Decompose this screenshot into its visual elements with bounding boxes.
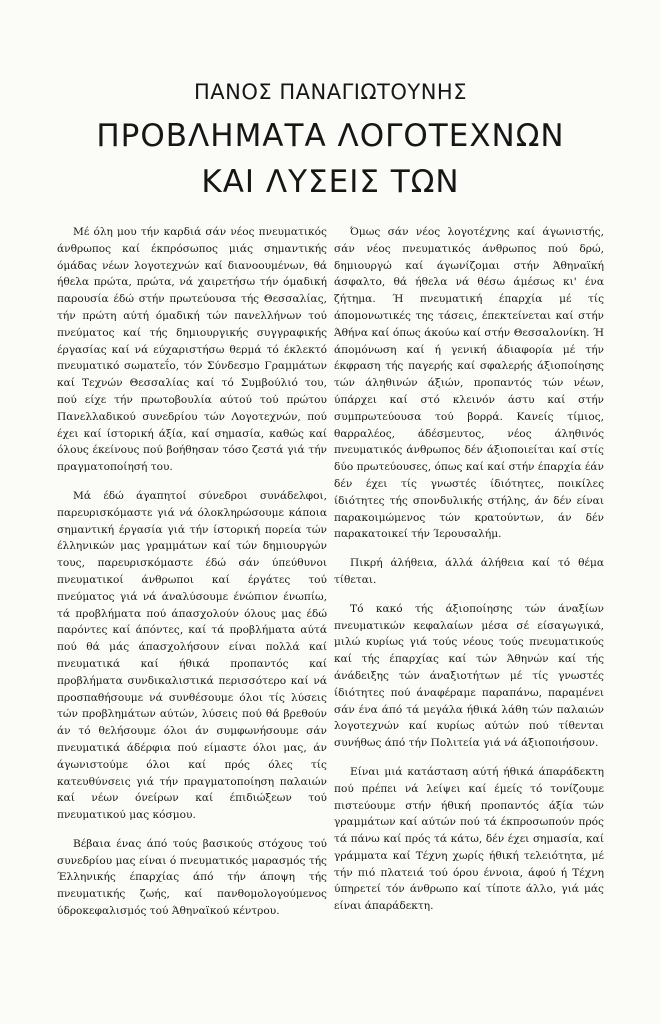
paragraph: Όμως σάν νέος λογοτέχνης καί άγωνιστής, σάν νέος πνευματικός άνθρωπος πού δρώ, δημιουργώ καί άγωνίζομαι στήν Άθηναϊκή άσφαλτο, θά ήθελα νά θέσω άμέσως κι' ένα ζήτημα. Ή πνευματική έπαρχία μέ τίς άπομονωτικές της τάσεις, έπεκτείνεται καί στήν Άθήνα καί όπως άκούω καί στήν Θεσσαλονίκη. Ή άπομόνωση καί ή γενική άδιαφορία μέ τήν έκφραση τής παγερής καί σφαλερής άξιοποίησης τών άληθινών άξιών, προπαντός τών νέων, ύπάρχει καί στό κλεινόν άστυ καί στήν συμπρωτεύουσα τού βορρά. Κανείς τίμιος, θαρραλέος, άδέσμευτος, νέος άληθινός πνευματικός άνθρωπος δέν άξιοποιείται καί στίς δύο πρωτεύουσες, όπως καί καί στήν έπαρχία έάν δέν έχει τίς γνωστές ίδιότητες, ποικίλες ίδιότητες τής σπονδυλικής στήλης, άν δέν είναι παρακοιμώμενος τών κρατούντων, άν δέν παρακατοικεί τήν Ίερουσαλήμ. [334,226,604,541]
paragraph: Βέβαια ένας άπό τούς βασικούς στόχους τού συνεδρίου μας είναι ό πνευματικός μαρασμός τής Έλληνικής έπαρχίας άπό τήν άποψη τής πνευματικής ζωής, καί πανθομολογούμενος ύδροκεφαλισμός τού Άθηναϊκού κέντρου. [57,837,327,918]
paragraph: Μά έδώ άγαπητοί σύνεδροι συνάδελφοι, παρευρισκόμαστε γιά νά όλοκληρώσουμε κάποια σημαντική έργασία γιά τήν ίστορική πορεία τών έλληνικών μας γραμμάτων καί τών δημιουργών τους, παρευρισκόμαστε έδώ σάν ύπεύθυνοι πνευματικοί άνθρωποι καί έργάτες τού πνεύματος γιά νά άναλύσουμε ένώπιον ένωπίω, τά προβλήματα πού άπασχολούν όλους μας έδώ παρόντες καί άπόντες, καί τά προβλήματα αύτά πού θά μάς άπασχολήσουν είναι πολλά καί πνευματικά καί ήθικά προπαντός καί προβλήματα συνδικαλιστικά περισσότερο καί νά προσπαθήσουμε νά συνθέσουμε όλοι τίς λύσεις τών προβλημάτων αύτών, λύσεις πού θά βρεθούν άν τό θελήσουμε όλοι άν συμφωνήσουμε σάν πνευματικά άδέρφια πού είμαστε όλοι μας, άν άγωνιστούμε όλοι καί πρός όλες τίς κατευθύνσεις γιά τήν πραγματοποίηση παλαιών καί νέων όνείρων καί έπιδιώξεων τού πνευματικού μας κόσμου. [57,489,327,822]
paragraph: Τό κακό τής άξιοποίησης τών άναξίων πνευματικών κεφαλαίων μέσα σέ είσαγωγικά, μιλώ κυρίως γιά τούς νέους τούς πνευματικούς καί τής έπαρχίας καί τών Άθηνών καί τής άνάδειξης τών άναξιοτήτων μέ τίς γνωστές ίδιότητες πού άναφέραμε παραπάνω, παραμένει σάν ένα άπό τά μεγάλα ήθικά λάθη τών παλαιών λογοτεχνών καί κυρίως αύτών πού τίθενται συνήθως άπό τήν Πολιτεία γιά νά άξιοποιήσουν. [334,602,604,750]
author-name: ΠΑΝΟΣ ΠΑΝΑΓΙΩΤΟΥΝΗΣ [194,80,467,104]
right-text-column [334,224,604,927]
left-text-column [57,224,327,932]
paragraph: Είναι μιά κατάσταση αύτή ήθικά άπαράδεκτη πού πρέπει νά λείψει καί έμείς τό τονίζουμε πιστεύουμε στήν ήθική προπαντός άξία τών γραμμάτων καί αύτών πού τά έκπροσωπούν πρός τά πάνω καί πρός τά κάτω, δέν έχει σημασία, καί γράμματα καί Τέχνη χωρίς ήθική τελειότητα, μέ τήν πιό πλατειά τού όρου έννοια, άφού ή Τέχνη ύπηρετεί τόν άνθρωπο καί τίποτε άλλο, γιά μάς είναι άπαράδεκτη. [334,765,604,913]
article-title-line-2: ΚΑΙ ΛΥΣΕΙΣ ΤΩΝ [201,164,460,200]
paragraph: Πικρή άλήθεια, άλλά άλήθεια καί τό θέμα τίθεται. [334,557,604,586]
paragraph: Μέ όλη μου τήν καρδιά σάν νέος πνευματικός άνθρωπος καί έκπρόσωπος μιάς σημαντικής όμάδας νέων λογοτεχνών καί διανοουμένων, θά ήθελα πρώτα, πρώτα, νά χαιρετήσω τήν όμαδική παρουσία έδώ στήν πρωτεύουσα τής Θεσσαλίας, τήν πρώτη αύτή όμαδική τών πανελλήνων τού πνεύματος καί τής δημιουργικής συγγραφικής έργασίας καί νά εύχαριστήσω θερμά τό έκλεκτό πνευματικό σωματεΐο, τόν Σύνδεσμο Γραμμάτων καί Τεχνών Θεσσαλίας καί τό Συμβούλιό του, πού είχε τήν πρωτοβουλία αύτού τού πρώτου Πανελλαδικού συνεδρίου τών Λογοτεχνών, πού έχει καί ίστορική άξία, καί σημασία, καθώς καί όλους έκείνους πού βοήθησαν τόσο ζεστά γιά τήν πραγματοποίησή του. [57,226,327,474]
article-title-line-1: ΠΡΟΒΛΗΜΑΤΑ ΛΟΓΟΤΕΧΝΩΝ [96,118,565,154]
